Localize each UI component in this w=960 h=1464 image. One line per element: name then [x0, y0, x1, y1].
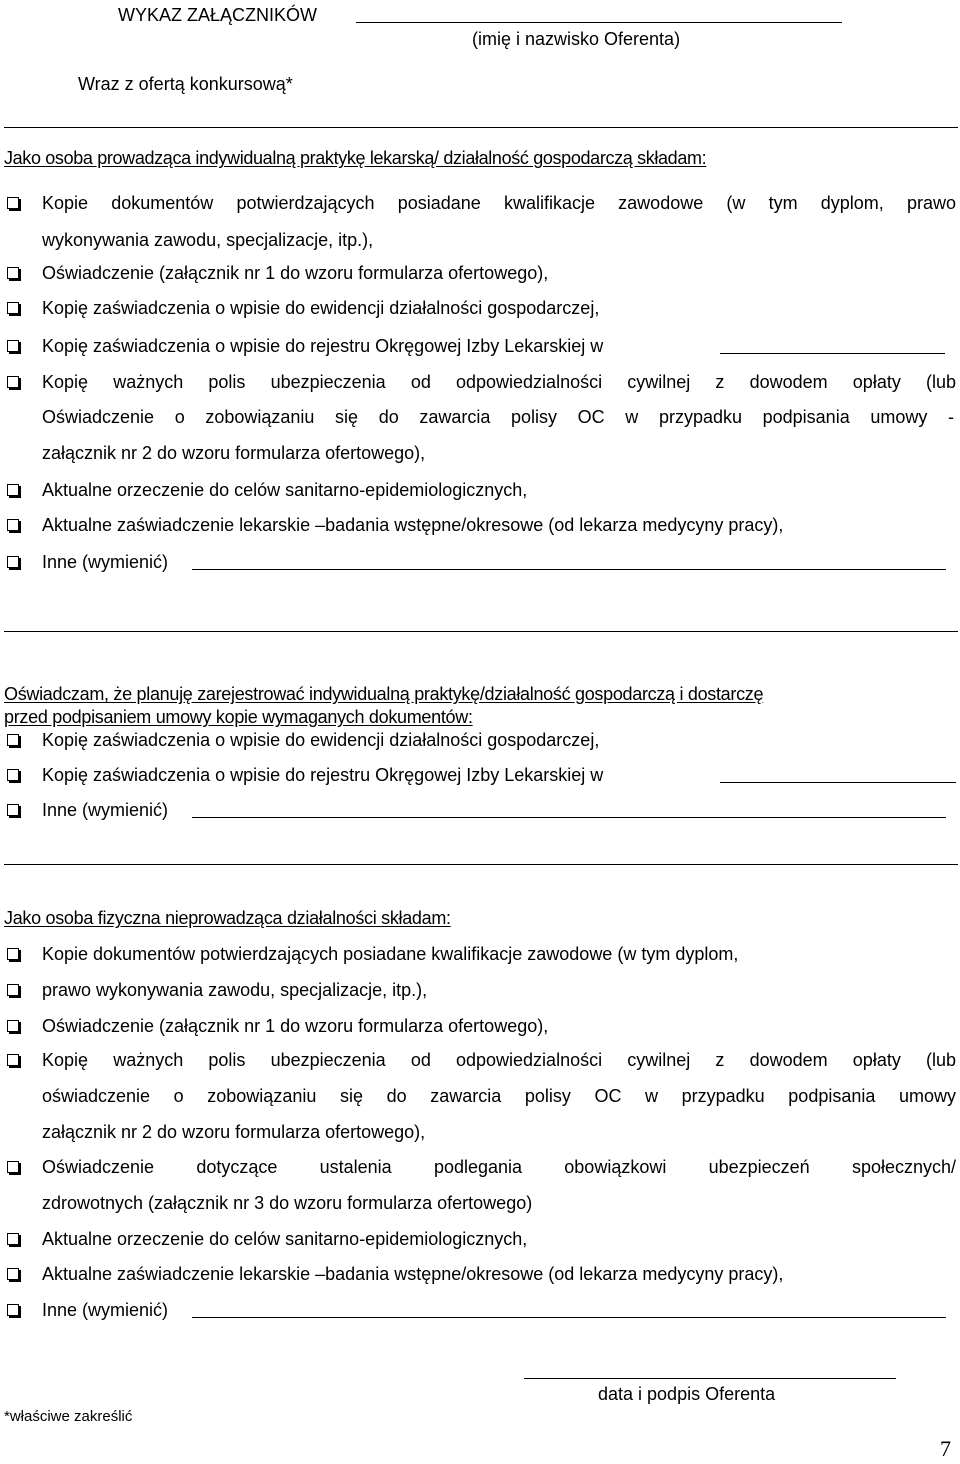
checkbox-s3-7[interactable]: [7, 1268, 19, 1280]
document-subtitle: Wraz z ofertą konkursową*: [78, 74, 293, 94]
s1-item-8: Inne (wymienić): [42, 552, 169, 572]
checkbox-s1-2[interactable]: [7, 267, 19, 279]
s3-item-5-cont: zdrowotnych (załącznik nr 3 do wzoru formularza ofertowego): [42, 1193, 533, 1213]
s1-item-1-cont: wykonywania zawodu, specjalizacje, itp.),: [42, 230, 374, 250]
other-blank-line-s2[interactable]: [192, 817, 946, 818]
s3-item-3: Oświadczenie (załącznik nr 1 do wzoru formularza ofertowego),: [42, 1016, 549, 1036]
name-blank-line[interactable]: [356, 22, 842, 23]
signature-line[interactable]: [524, 1378, 896, 1379]
s3-item-5: Oświadczenie dotyczące ustalenia podlegania obowiązkowi ubezpieczeń społecznych/: [42, 1157, 956, 1177]
s1-item-5-cont2: załącznik nr 2 do wzoru formularza ofertowego),: [42, 443, 426, 463]
s1-item-4: Kopię zaświadczenia o wpisie do rejestru Okręgowej Izby Lekarskiej w: [42, 336, 604, 356]
checkbox-s1-3[interactable]: [7, 302, 19, 314]
s3-item-4-cont1: oświadczenie o zobowiązaniu się do zawarcia polisy OC w przypadku podpisania umowy: [42, 1086, 956, 1106]
s2-item-1: Kopię zaświadczenia o wpisie do ewidencji działalności gospodarczej,: [42, 730, 600, 750]
s1-item-7: Aktualne zaświadczenie lekarskie –badania wstępne/okresowe (od lekarza medycyny pracy),: [42, 515, 784, 535]
checkbox-s3-3[interactable]: [7, 1020, 19, 1032]
checkbox-s1-8[interactable]: [7, 556, 19, 568]
section-divider: [4, 127, 958, 128]
chamber-blank-line-s2[interactable]: [720, 782, 956, 783]
s3-item-8: Inne (wymienić): [42, 1300, 169, 1320]
s1-item-6: Aktualne orzeczenie do celów sanitarno-epidemiologicznych,: [42, 480, 528, 500]
signature-caption: data i podpis Oferenta: [598, 1384, 776, 1404]
document-title: WYKAZ ZAŁĄCZNIKÓW: [118, 5, 318, 25]
checkbox-s1-1[interactable]: [7, 197, 19, 209]
checkbox-s3-6[interactable]: [7, 1233, 19, 1245]
checkbox-s3-5[interactable]: [7, 1161, 19, 1173]
section1-heading: Jako osoba prowadząca indywidualną praktykę lekarską/ działalność gospodarczą składam:: [4, 148, 707, 168]
s2-item-2: Kopię zaświadczenia o wpisie do rejestru Okręgowej Izby Lekarskiej w: [42, 765, 604, 785]
checkbox-s1-5[interactable]: [7, 376, 19, 388]
section-divider: [4, 631, 958, 632]
section3-heading: Jako osoba fizyczna nieprowadząca działalności składam:: [4, 908, 451, 928]
s3-item-4: Kopię ważnych polis ubezpieczenia od odpowiedzialności cywilnej z dowodem opłaty (lub: [42, 1050, 956, 1070]
s3-item-2: prawo wykonywania zawodu, specjalizacje, itp.),: [42, 980, 428, 1000]
checkbox-s3-4[interactable]: [7, 1054, 19, 1066]
checkbox-s3-1[interactable]: [7, 948, 19, 960]
footnote: *właściwe zakreślić: [4, 1408, 133, 1425]
checkbox-s3-2[interactable]: [7, 984, 19, 996]
checkbox-s2-1[interactable]: [7, 734, 19, 746]
s3-item-1: Kopie dokumentów potwierdzających posiadane kwalifikacje zawodowe (w tym dyplom,: [42, 944, 739, 964]
s3-item-4-cont2: załącznik nr 2 do wzoru formularza ofertowego),: [42, 1122, 426, 1142]
section-divider: [4, 864, 958, 865]
name-caption: (imię i nazwisko Oferenta): [472, 29, 681, 49]
s1-item-1: Kopie dokumentów potwierdzających posiadane kwalifikacje zawodowe (w tym dyplom, prawo: [42, 193, 956, 213]
chamber-blank-line-s1[interactable]: [720, 353, 945, 354]
s1-item-3: Kopię zaświadczenia o wpisie do ewidencji działalności gospodarczej,: [42, 298, 600, 318]
s2-item-3: Inne (wymienić): [42, 800, 169, 820]
checkbox-s1-6[interactable]: [7, 484, 19, 496]
checkbox-s2-2[interactable]: [7, 769, 19, 781]
section2-heading-line1: Oświadczam, że planuję zarejestrować indywidualną praktykę/działalność gospodarczą i dostarczę: [4, 684, 764, 704]
s3-item-7: Aktualne zaświadczenie lekarskie –badania wstępne/okresowe (od lekarza medycyny pracy),: [42, 1264, 784, 1284]
checkbox-s3-8[interactable]: [7, 1304, 19, 1316]
s1-item-5-cont1: Oświadczenie o zobowiązaniu się do zawarcia polisy OC w przypadku podpisania umowy -: [42, 407, 954, 427]
s3-item-6: Aktualne orzeczenie do celów sanitarno-epidemiologicznych,: [42, 1229, 528, 1249]
s1-item-5: Kopię ważnych polis ubezpieczenia od odpowiedzialności cywilnej z dowodem opłaty (lub: [42, 372, 956, 392]
checkbox-s1-4[interactable]: [7, 340, 19, 352]
other-blank-line-s1[interactable]: [192, 569, 946, 570]
other-blank-line-s3[interactable]: [192, 1317, 946, 1318]
checkbox-s1-7[interactable]: [7, 519, 19, 531]
s1-item-2: Oświadczenie (załącznik nr 1 do wzoru formularza ofertowego),: [42, 263, 549, 283]
section2-heading-line2: przed podpisaniem umowy kopie wymaganych dokumentów:: [4, 707, 473, 727]
checkbox-s2-3[interactable]: [7, 804, 19, 816]
page-number: 7: [940, 1436, 951, 1461]
